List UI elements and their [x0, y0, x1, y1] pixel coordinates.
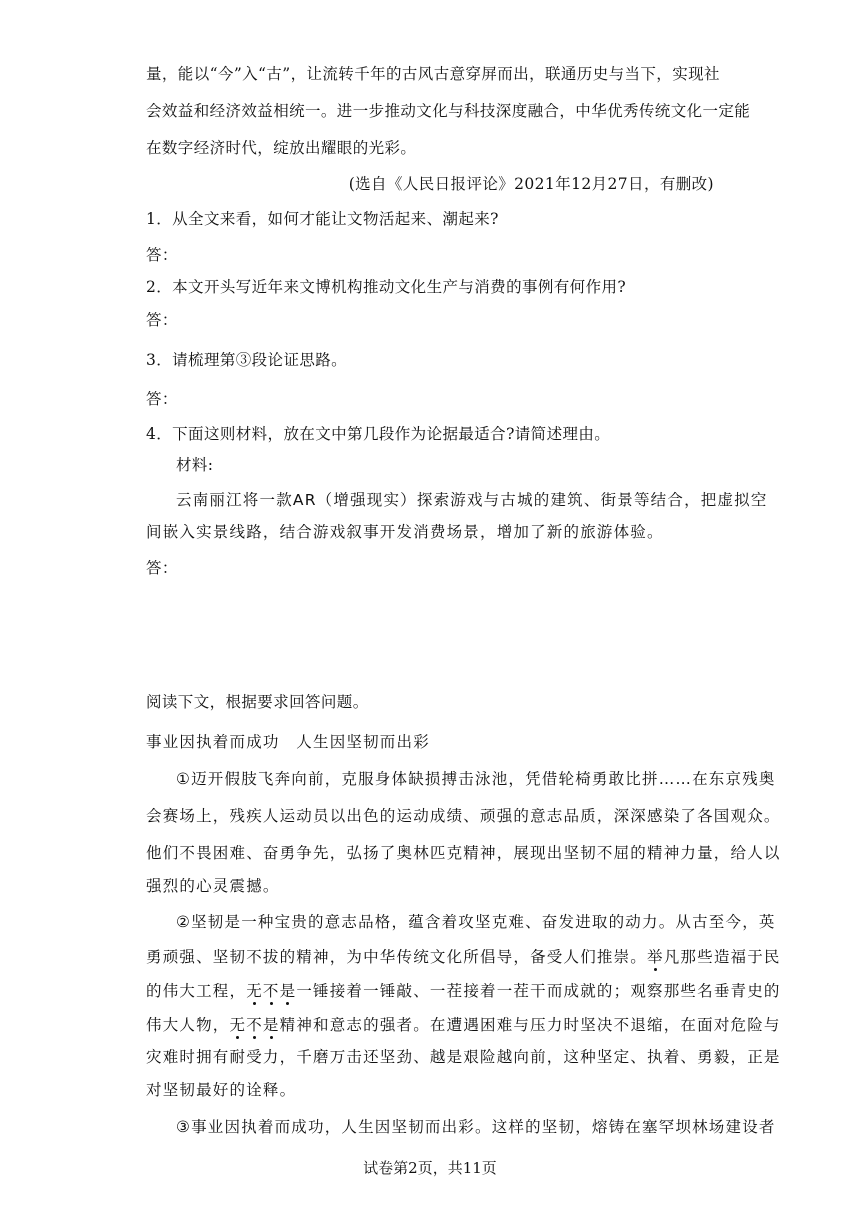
emphasis-char: 举: [647, 948, 664, 966]
answer-label-3: 答：: [146, 390, 178, 408]
paragraph-1-line: ①迈开假肢飞奔向前，克服身体缺损搏击泳池，凭借轮椅勇敢比拼……在东京残奥: [176, 770, 776, 788]
paragraph-1-line: 他们不畏困难、奋勇争先，弘扬了奥林匹克精神，展现出坚韧不屈的精神力量，给人以: [146, 844, 781, 862]
material-line: 云南丽江将一款AR（增强现实）探索游戏与古城的建筑、街景等结合，把虚拟空: [176, 491, 768, 509]
passage-line: 量，能以“今”入“古”，让流转千年的古风古意穿屏而出，联通历史与当下，实现社: [146, 65, 720, 83]
material-label: 材料:: [176, 456, 214, 474]
emphasis-char: 是: [262, 1016, 280, 1034]
answer-label-2: 答：: [146, 311, 178, 329]
material-line: 间嵌入实景线路，结合游戏叙事开发消费场景，增加了新的旅游体验。: [146, 523, 664, 541]
passage-line: 会效益和经济效益相统一。进一步推动文化与科技深度融合，中华优秀传统文化一定能: [146, 102, 751, 120]
paragraph-2-line: 灾难时拥有耐受力，千磨万击还坚劲、越是艰险越向前，这种坚定、执着、勇毅，正是: [146, 1048, 781, 1066]
paragraph-1-line: 强烈的心灵震撼。: [146, 877, 280, 895]
paragraph-2-line: 勇顽强、坚韧不拔的精神，为中华传统文化所倡导，备受人们推崇。举凡那些造福于民: [146, 948, 781, 966]
question-1: 1．从全文来看，如何才能让文物活起来、潮起来?: [146, 210, 499, 228]
answer-label-1: 答：: [146, 246, 178, 264]
paragraph-2-line: 的伟大工程，无不是一锤接着一锤敲、一茬接着一茬干而成就的；观察那些名垂青史的: [146, 982, 781, 1000]
emphasis-char: 无: [246, 982, 263, 1000]
paragraph-3-line: ③事业因执着而成功，人生因坚韧而出彩。这样的坚韧，熔铸在塞罕坝林场建设者: [176, 1118, 776, 1136]
article-title: 事业因执着而成功 人生因坚韧而出彩: [146, 733, 430, 751]
paragraph-2-line: 对坚韧最好的诠释。: [146, 1081, 297, 1099]
source-citation: (选自《人民日报评论》2021年12月27日，有删改): [348, 175, 714, 193]
paragraph-2-line: 伟大人物，无不是精神和意志的强者。在遭遇困难与压力时坚决不退缩，在面对危险与: [146, 1016, 781, 1034]
question-4: 4．下面这则材料，放在文中第几段作为论据最适合?请简述理由。: [146, 425, 611, 443]
passage-line: 在数字经济时代，绽放出耀眼的光彩。: [146, 139, 417, 157]
reading-instruction: 阅读下文，根据要求回答问题。: [146, 693, 369, 711]
emphasis-char: 不: [246, 1016, 263, 1034]
answer-label-4: 答：: [146, 559, 178, 577]
emphasis-char: 是: [279, 982, 297, 1000]
paragraph-2-line: ②坚韧是一种宝贵的意志品格，蕴含着攻坚克难、奋发进取的动力。从古至今，英: [176, 913, 776, 931]
emphasis-char: 无: [229, 1016, 247, 1034]
emphasis-char: 不: [262, 982, 280, 1000]
question-3: 3．请梳理第③段论证思路。: [146, 351, 348, 369]
paragraph-1-line: 会赛场上，残疾人运动员以出色的运动成绩、顽强的意志品质，深深感染了各国观众。: [146, 807, 781, 825]
question-2: 2．本文开头写近年来文博机构推动文化生产与消费的事例有何作用?: [146, 278, 627, 296]
page-footer: 试卷第2页，共11页: [363, 1159, 497, 1177]
